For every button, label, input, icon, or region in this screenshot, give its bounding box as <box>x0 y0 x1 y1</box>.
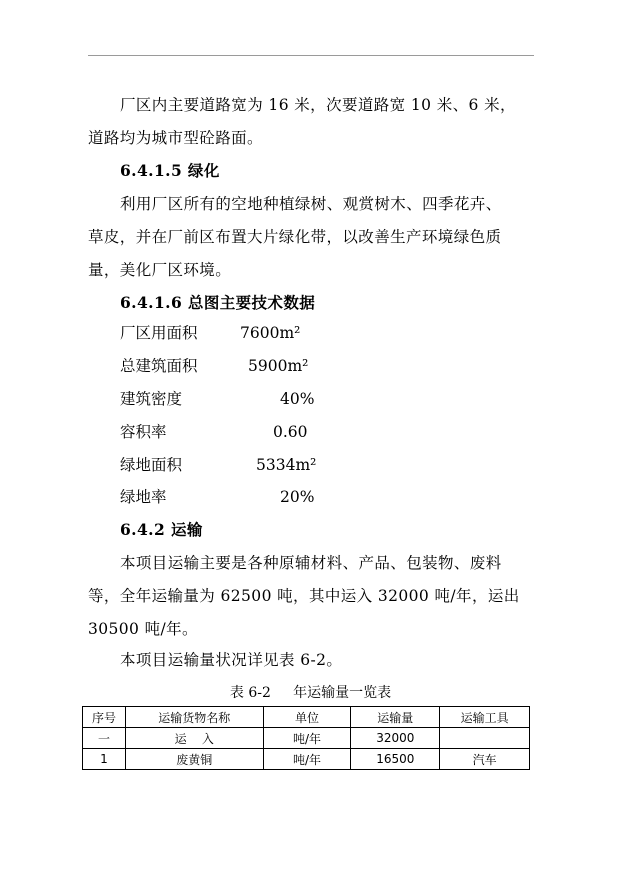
header-vehicle: 运输工具 <box>440 707 530 728</box>
cell-no: 1 <box>83 749 126 770</box>
cell-vehicle: 汽车 <box>440 749 530 770</box>
tech-value-green-rate: 20% <box>280 488 315 506</box>
paragraph-transport-line-1: 本项目运输主要是各种原辅材料、产品、包装物、废料 <box>120 554 502 572</box>
cell-volume: 32000 <box>351 728 440 749</box>
paragraph-transport-line-3: 30500 吨/年。 <box>88 620 198 638</box>
cell-unit: 吨/年 <box>263 728 351 749</box>
cell-goods: 废黄铜 <box>125 749 263 770</box>
cell-unit: 吨/年 <box>263 749 351 770</box>
header-no: 序号 <box>83 707 126 728</box>
tech-value-building-area: 5900m² <box>248 357 309 375</box>
tech-label-green-area: 绿地面积 <box>120 456 183 474</box>
transport-table <box>82 706 530 770</box>
table-row <box>83 728 530 749</box>
cell-volume: 16500 <box>351 749 440 770</box>
paragraph-roads-line-1: 厂区内主要道路宽为 16 米，次要道路宽 10 米、6 米， <box>120 96 516 114</box>
cell-goods: 运 入 <box>125 728 263 749</box>
paragraph-greening-line-1: 利用厂区所有的空地种植绿树、观赏树木、四季花卉、 <box>120 195 502 213</box>
tech-label-site-area: 厂区用面积 <box>120 324 198 342</box>
header-rule <box>88 55 534 56</box>
paragraph-greening-line-3: 量，美化厂区环境。 <box>88 261 232 279</box>
table-row <box>83 749 530 770</box>
paragraph-transport-line-2: 等，全年运输量为 62500 吨，其中运入 32000 吨/年，运出 <box>88 587 520 605</box>
paragraph-table-ref: 本项目运输量状况详见表 6-2。 <box>120 651 343 669</box>
header-goods: 运输货物名称 <box>125 707 263 728</box>
tech-value-green-area: 5334m² <box>256 456 317 474</box>
heading-tech-data: 6.4.1.6 总图主要技术数据 <box>120 293 316 312</box>
header-volume: 运输量 <box>351 707 440 728</box>
tech-value-site-area: 7600m² <box>240 324 301 342</box>
header-unit: 单位 <box>263 707 351 728</box>
table-header-row <box>83 707 530 728</box>
cell-vehicle <box>440 728 530 749</box>
tech-label-plot-ratio: 容积率 <box>120 423 167 441</box>
tech-value-building-density: 40% <box>280 390 315 408</box>
table-caption: 表 6-2 年运输量一览表 <box>229 685 392 701</box>
tech-label-green-rate: 绿地率 <box>120 488 167 506</box>
paragraph-roads-line-2: 道路均为城市型砼路面。 <box>88 129 263 147</box>
heading-greening: 6.4.1.5 绿化 <box>120 161 220 180</box>
cell-no: 一 <box>83 728 126 749</box>
tech-value-plot-ratio: 0.60 <box>273 423 308 441</box>
tech-label-building-area: 总建筑面积 <box>120 357 198 375</box>
heading-transport: 6.4.2 运输 <box>120 520 203 539</box>
tech-label-building-density: 建筑密度 <box>120 390 183 408</box>
paragraph-greening-line-2: 草皮，并在厂前区布置大片绿化带，以改善生产环境绿色质 <box>88 228 502 246</box>
